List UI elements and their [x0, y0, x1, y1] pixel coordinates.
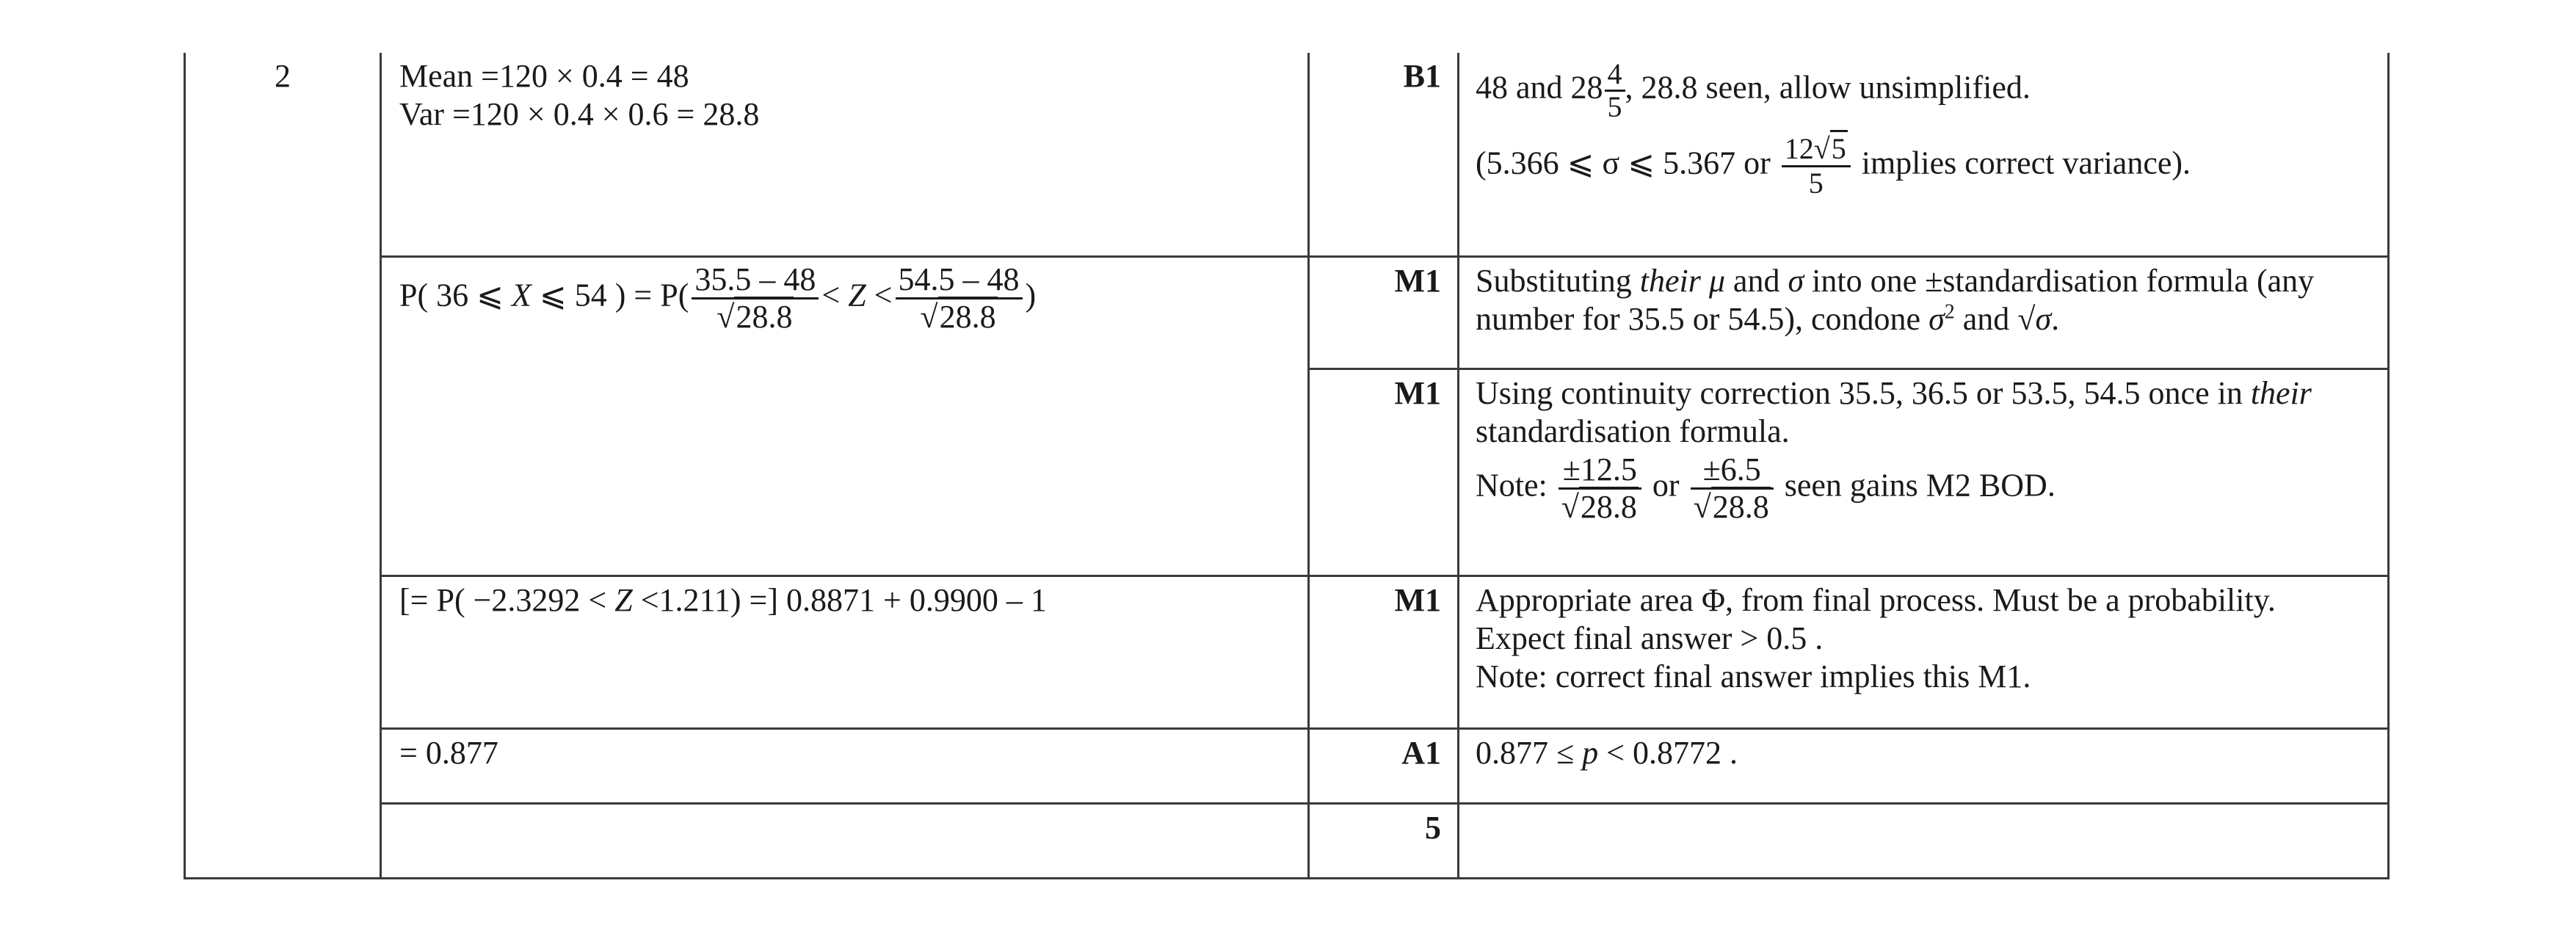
- fraction-denominator: 5: [1607, 90, 1622, 123]
- fraction: [1559, 452, 1641, 525]
- table-row: [185, 256, 2389, 369]
- guidance-cell: [1459, 576, 2389, 728]
- guidance-text: or: [1652, 467, 1680, 504]
- mark-cell: M1: [1309, 369, 1459, 576]
- guidance-line: [1476, 133, 2380, 200]
- fraction-numerator: 4: [1605, 59, 1625, 92]
- fraction-numerator: 35.5 – 48: [692, 262, 819, 299]
- table-row: [185, 53, 2389, 256]
- guidance-cell: Substituting their μ and σ into one ±standardisation formula (any number for 35.5 or 54.5), condone $\sigma^2$ and √σ.: [1459, 256, 2389, 369]
- guidance-text: 48 and 28: [1476, 69, 1603, 106]
- guidance-line: Appropriate area Φ, from final process. Must be a probability.: [1476, 581, 2276, 618]
- radicand: 5: [1830, 130, 1848, 165]
- radicand: 28.8: [1711, 487, 1771, 525]
- guidance-cell: [1459, 803, 2389, 878]
- mark-cell: B1: [1309, 53, 1459, 256]
- square-root: √5: [1814, 133, 1848, 165]
- guidance-line: Note: correct final answer implies this M1.: [1476, 658, 2031, 694]
- fraction: [1782, 133, 1851, 200]
- guidance-note: [1476, 452, 2380, 525]
- answer-line: [399, 262, 1307, 335]
- radicand: 28.8: [734, 297, 794, 335]
- answer-cell: [= P( −2.3292 < Z <1.211) =] 0.8871 + 0.9900 – 1: [381, 576, 1309, 728]
- answer-text: < Z <: [821, 277, 893, 313]
- fraction: [1691, 452, 1774, 525]
- mark-cell: M1: [1309, 576, 1459, 728]
- table-row: [185, 728, 2389, 803]
- fraction: [692, 262, 819, 335]
- guidance-text: Using continuity correction 35.5, 36.5 or 53.5, 54.5 once in their standardisation formula.: [1476, 374, 2312, 449]
- fraction-denominator: √28.8: [692, 299, 819, 335]
- guidance-cell: 0.877 ≤ p < 0.8772 .: [1459, 728, 2389, 803]
- fraction-numerator: [1782, 133, 1851, 167]
- fraction: [1605, 59, 1625, 123]
- guidance-cell: [1459, 53, 2389, 256]
- guidance-text: implies correct variance).: [1861, 145, 2191, 181]
- fraction-denominator: √28.8: [1559, 490, 1641, 525]
- fraction-numerator: 54.5 – 48: [896, 262, 1023, 299]
- fraction-denominator: √28.8: [896, 299, 1023, 335]
- answer-cell: [381, 256, 1309, 576]
- coefficient: 12: [1784, 132, 1814, 165]
- mark-cell: M1: [1309, 256, 1459, 369]
- table-row: [185, 803, 2389, 878]
- answer-cell: = 0.877: [381, 728, 1309, 803]
- answer-text: P( 36 ⩽ X ⩽ 54 ) = P(: [399, 277, 689, 313]
- answer-line: Var =120 × 0.4 × 0.6 = 28.8: [399, 96, 760, 132]
- question-number-cell: [185, 53, 381, 878]
- table-row: [185, 576, 2389, 728]
- radicand: 28.8: [1579, 487, 1639, 525]
- answer-text: ): [1025, 277, 1037, 313]
- fraction-numerator: ±6.5: [1691, 452, 1774, 490]
- fraction-denominator: 5: [1808, 167, 1824, 200]
- answer-cell: [381, 803, 1309, 878]
- guidance-text: , 28.8 seen, allow unsimplified.: [1625, 69, 2031, 106]
- fraction: [896, 262, 1023, 335]
- guidance-text: seen gains M2 BOD.: [1784, 467, 2056, 504]
- fraction-numerator: ±12.5: [1559, 452, 1641, 490]
- answer-line: Mean =120 × 0.4 = 48: [399, 58, 689, 94]
- note-label: Note:: [1476, 467, 1548, 504]
- fraction-denominator: √28.8: [1691, 490, 1774, 525]
- guidance-text: (5.366 ⩽ σ ⩽ 5.367 or: [1476, 145, 1771, 181]
- question-number: 2: [275, 58, 291, 94]
- answer-cell: [381, 53, 1309, 256]
- mark-cell: A1: [1309, 728, 1459, 803]
- guidance-cell: [1459, 369, 2389, 576]
- radicand: 28.8: [938, 297, 998, 335]
- total-marks-cell: 5: [1309, 803, 1459, 878]
- guidance-line: Expect final answer > 0.5 .: [1476, 620, 1824, 656]
- mark-scheme-table: [184, 53, 2390, 879]
- guidance-line: [1476, 59, 2380, 123]
